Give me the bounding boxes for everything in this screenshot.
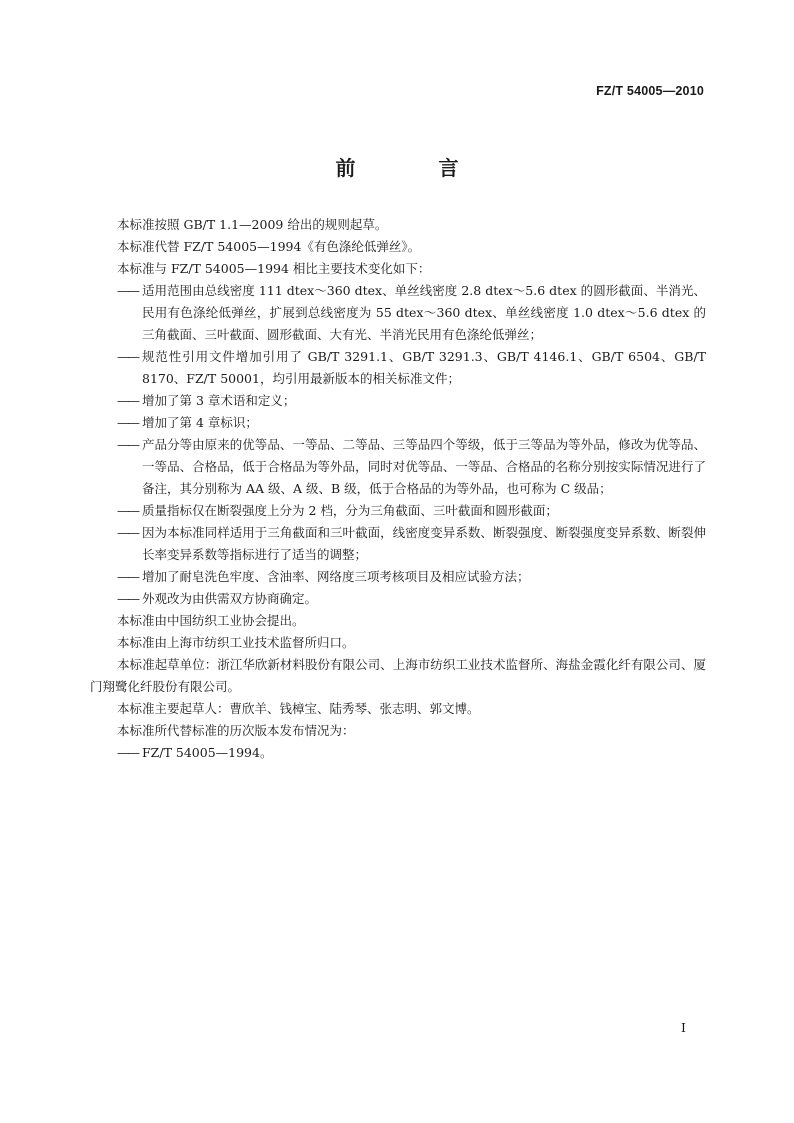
- change-item: [90, 412, 706, 434]
- change-item: [90, 500, 706, 522]
- dash-marker: ——: [117, 503, 138, 518]
- dash-marker: ——: [117, 569, 138, 584]
- intro-paragraph: 本标准与 FZ/T 54005—1994 相比主要技术变化如下：: [117, 261, 431, 276]
- history-item: [90, 742, 706, 764]
- change-item-text: 规范性引用文件增加引用了 GB/T 3291.1、GB/T 3291.3、GB/T 4146.1、GB/T 6504、GB/T 8170、FZ/T 50001，均引用最新版本的相关标准文件；: [142, 349, 706, 386]
- closing-paragraph: 本标准由上海市纺织工业技术监督所归口。: [117, 635, 355, 650]
- history-item-text: FZ/T 54005—1994。: [142, 745, 273, 760]
- change-item-text: 适用范围由总线密度 111 dtex～360 dtex、单丝线密度 2.8 dtex～5.6 dtex 的圆形截面、半消光、民用有色涤纶低弹丝，扩展到总线密度为 55 dtex～360 dtex、单丝线密度 1.0 dtex～5.6 dtex 的三角截面、三叶截面、圆形截面、大有光、半消光民用有色涤纶低弹丝；: [142, 283, 706, 342]
- change-item-text: 增加了第 4 章标识；: [142, 415, 258, 430]
- change-item: [90, 390, 706, 412]
- foreword-body: [90, 214, 706, 764]
- closing-paragraph: 本标准由中国纺织工业协会提出。: [117, 613, 305, 628]
- dash-marker: ——: [117, 745, 138, 760]
- change-item-text: 质量指标仅在断裂强度上分为 2 档，分为三角截面、三叶截面和圆形截面；: [142, 503, 558, 518]
- intro-paragraph: 本标准代替 FZ/T 54005—1994《有色涤纶低弹丝》。: [117, 239, 421, 254]
- dash-marker: ——: [117, 415, 138, 430]
- standard-code-header: FZ/T 54005—2010: [596, 84, 704, 98]
- change-item: [90, 588, 706, 610]
- closing-paragraph: 本标准所代替标准的历次版本发布情况为：: [117, 723, 355, 738]
- change-item-text: 产品分等由原来的优等品、一等品、二等品、三等品四个等级，低于三等品为等外品，修改为优等品、一等品、合格品，低于合格品为等外品，同时对优等品、一等品、合格品的名称分别按实际情况进行了备注，其分别称为 AA 级、A 级、B 级，低于合格品的为等外品，也可称为 C 级品；: [142, 437, 706, 496]
- dash-marker: ——: [117, 591, 138, 606]
- dash-marker: ——: [117, 525, 138, 540]
- change-item-text: 因为本标准同样适用于三角截面和三叶截面，线密度变异系数、断裂强度、断裂强度变异系数、断裂伸长率变异系数等指标进行了适当的调整；: [142, 525, 706, 562]
- change-item: [90, 566, 706, 588]
- closing-paragraph: 本标准主要起草人：曹欣羊、钱樟宝、陆秀琴、张志明、郭文博。: [117, 701, 480, 716]
- dash-marker: ——: [117, 437, 138, 452]
- intro-paragraph: 本标准按照 GB/T 1.1—2009 给出的规则起草。: [117, 217, 388, 232]
- page-number: I: [681, 1020, 686, 1035]
- dash-marker: ——: [117, 283, 138, 298]
- change-item-text: 外观改为由供需双方协商确定。: [142, 591, 318, 606]
- change-item: [90, 346, 706, 390]
- closing-paragraph: 本标准起草单位：浙江华欣新材料股份有限公司、上海市纺织工业技术监督所、海盐金霞化纤有限公司、厦门翔鹭化纤股份有限公司。: [90, 657, 706, 694]
- page-title: 前 言: [335, 156, 497, 180]
- change-item: [90, 434, 706, 500]
- change-item-text: 增加了耐皂洗色牢度、含油率、网络度三项考核项目及相应试验方法；: [142, 569, 530, 584]
- change-item: [90, 522, 706, 566]
- change-item: [90, 280, 706, 346]
- dash-marker: ——: [117, 349, 138, 364]
- change-item-text: 增加了第 3 章术语和定义；: [142, 393, 296, 408]
- dash-marker: ——: [117, 393, 138, 408]
